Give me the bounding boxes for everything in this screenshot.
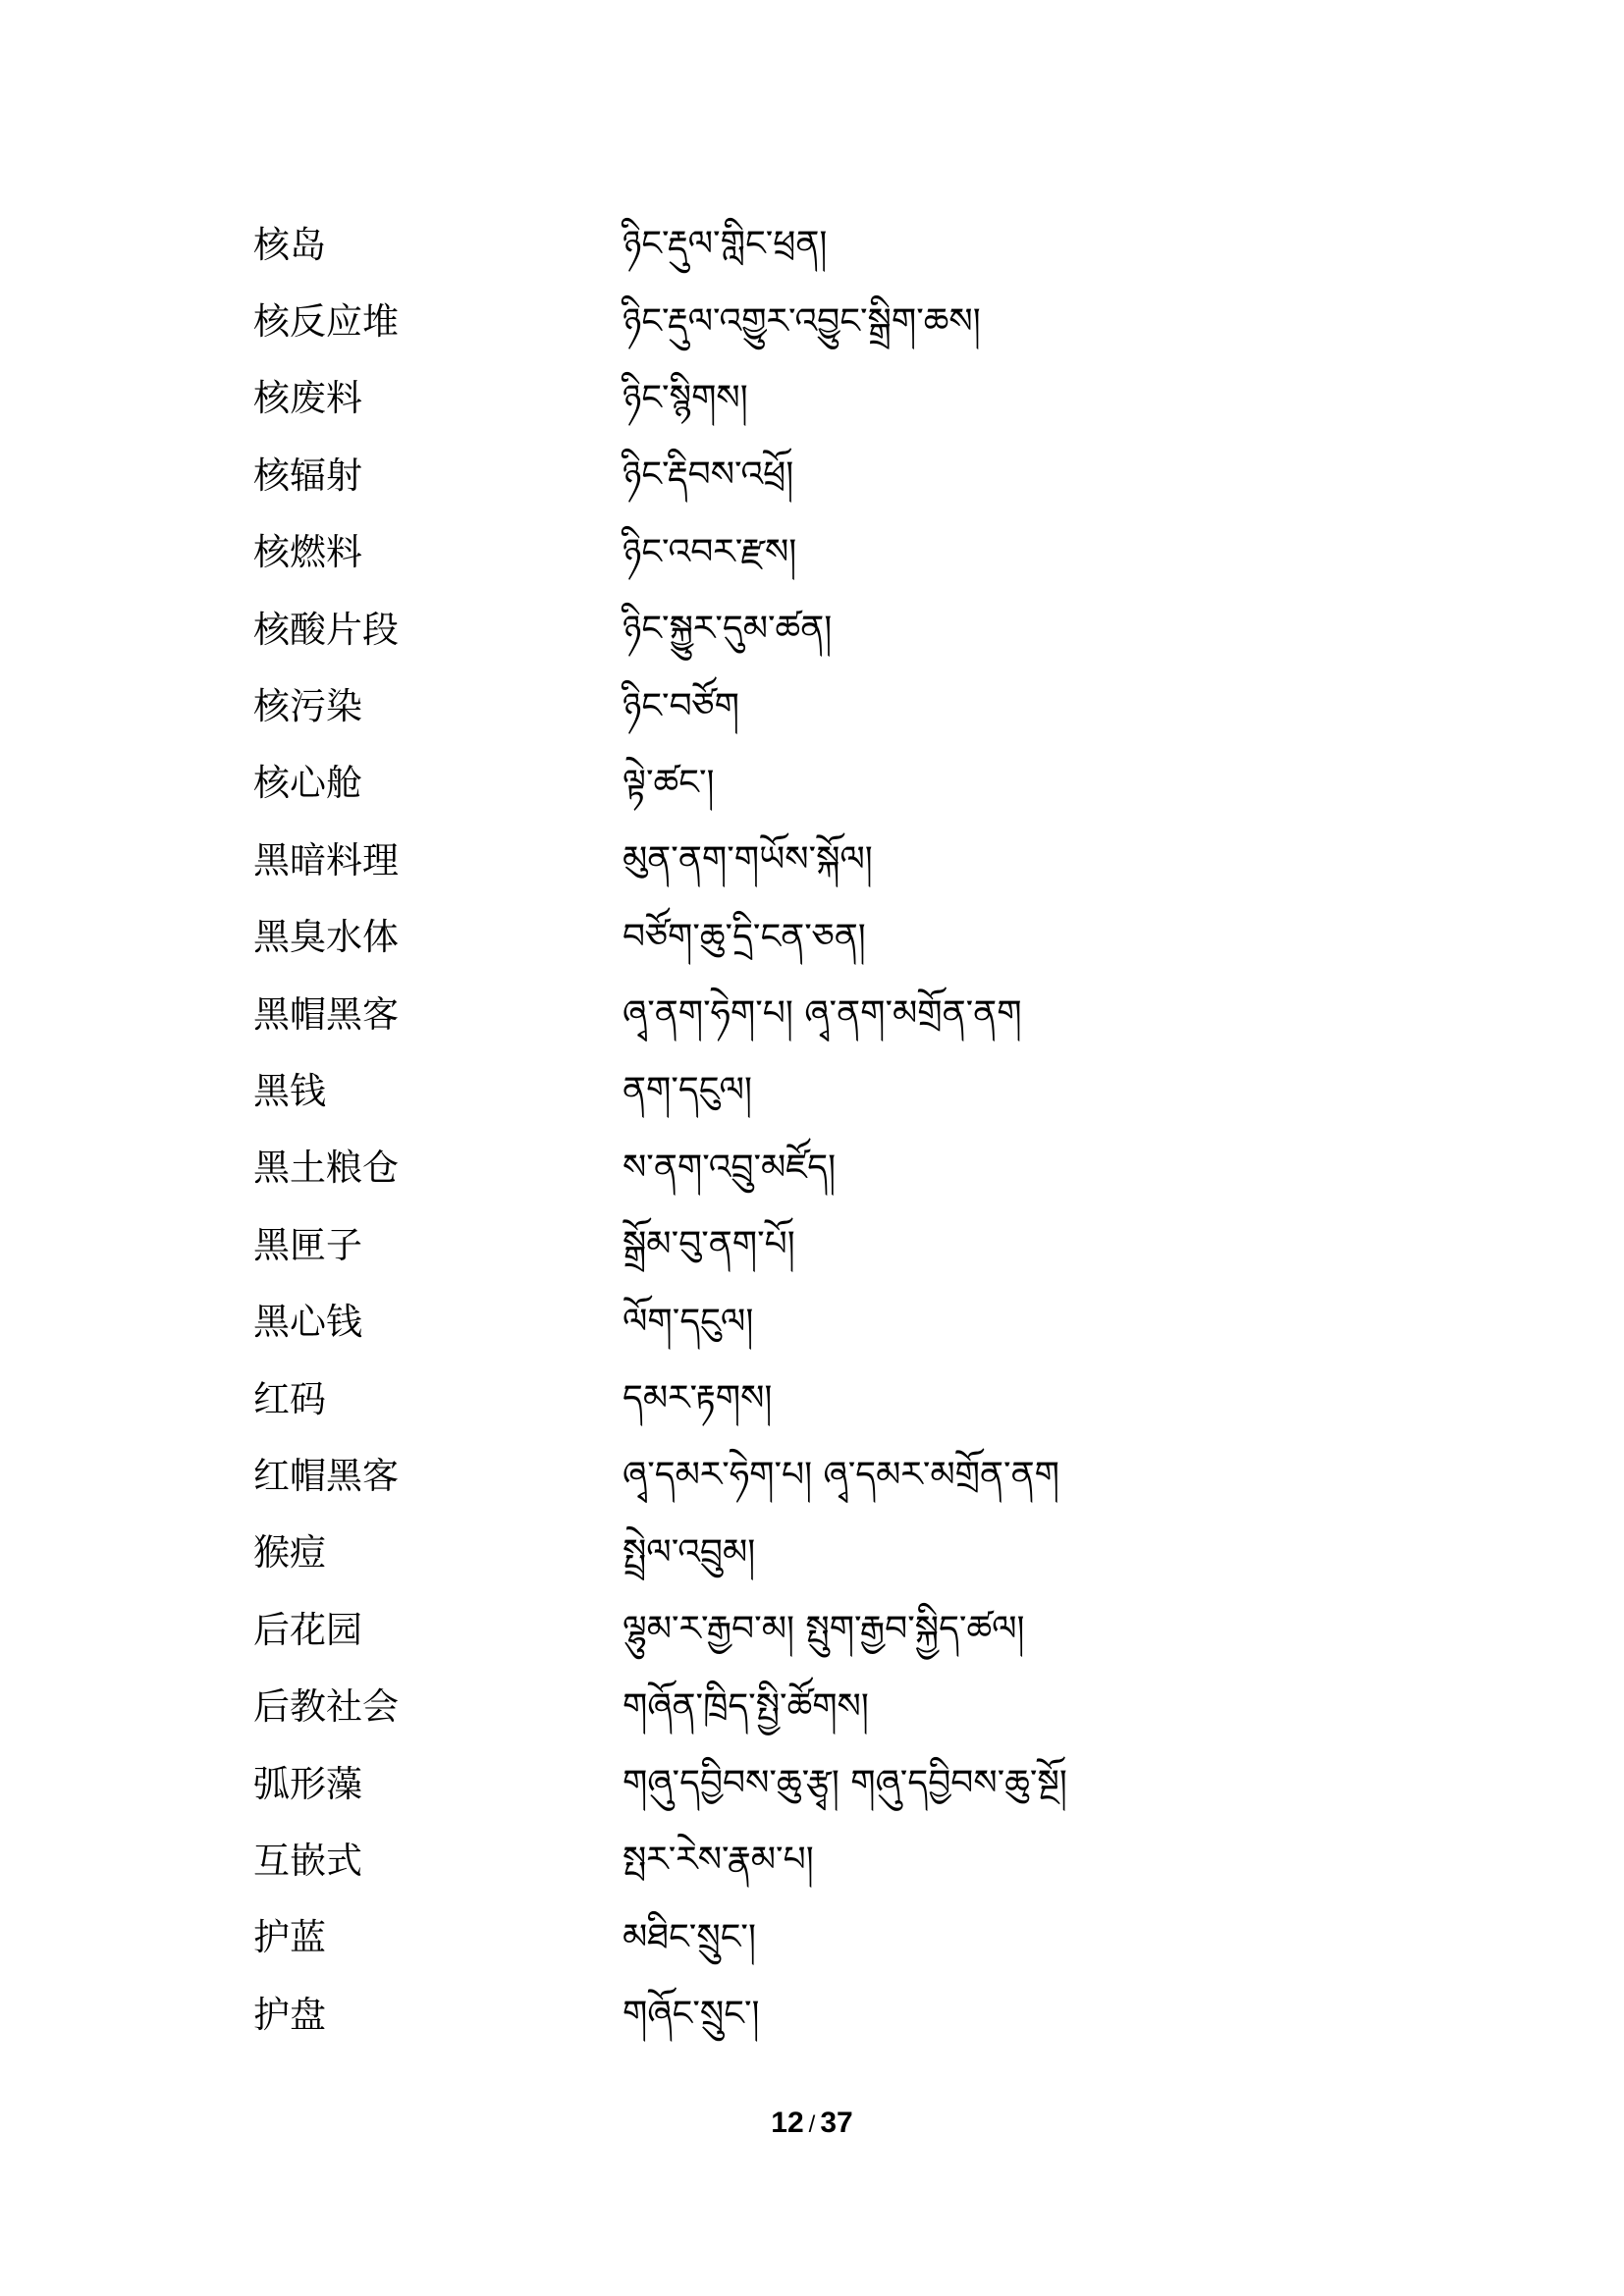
glossary-entry	[253, 437, 1382, 513]
glossary-entry	[253, 1515, 1382, 1591]
glossary-entry	[253, 1130, 1382, 1206]
tibetan-term: གཞོང་སྲུང་།	[623, 1994, 760, 2035]
glossary-entry	[253, 283, 1382, 359]
glossary-list	[253, 206, 1382, 2053]
chinese-term: 黑匣子	[253, 1223, 362, 1266]
glossary-entry	[253, 1283, 1382, 1360]
page-separator: /	[808, 2111, 816, 2138]
glossary-entry	[253, 360, 1382, 437]
tibetan-term: དམར་རྟགས།	[623, 1378, 773, 1419]
glossary-entry	[253, 1745, 1382, 1822]
glossary-entry	[253, 1437, 1382, 1514]
chinese-term: 后教社会	[253, 1685, 399, 1729]
tibetan-term: ས་ནག་འབྲུ་མཛོད།	[623, 1147, 837, 1188]
chinese-term: 黑帽黑客	[253, 992, 399, 1036]
chinese-term: 互嵌式	[253, 1839, 362, 1882]
page-number	[0, 2107, 1624, 2140]
glossary-entry	[253, 1899, 1382, 1976]
glossary-entry	[253, 1206, 1382, 1283]
glossary-entry	[253, 899, 1382, 976]
tibetan-term: ཉིང་རྡིབས་འཕྲོ།	[623, 454, 794, 496]
glossary-entry	[253, 206, 1382, 283]
chinese-term: 黑心钱	[253, 1301, 362, 1344]
chinese-term: 核燃料	[253, 531, 362, 574]
chinese-term: 红帽黑客	[253, 1454, 399, 1497]
chinese-term: 黑暗料理	[253, 838, 399, 881]
chinese-term: 核反应堆	[253, 300, 399, 344]
tibetan-term: ཉིང་སྐྱུར་དུམ་ཚན།	[623, 609, 833, 650]
chinese-term: 护蓝	[253, 1916, 326, 1959]
chinese-term: 猴痘	[253, 1531, 326, 1575]
chinese-term: 黑土粮仓	[253, 1147, 399, 1190]
tibetan-term: གཞུ་དབྱིབས་ཆུ་རྩྭ། གཞུ་དབྱིབས་ཆུ་སྔོ།	[623, 1763, 1067, 1803]
total-pages: 37	[820, 2107, 853, 2139]
glossary-entry	[253, 822, 1382, 898]
tibetan-term: ལོག་དངུལ།	[623, 1301, 754, 1342]
chinese-term: 核废料	[253, 377, 362, 420]
chinese-term: 核污染	[253, 685, 362, 728]
tibetan-term: ནག་དངུལ།	[623, 1070, 752, 1111]
glossary-entry	[253, 514, 1382, 591]
tibetan-term: ཞྭ་ནག་ཧེག་པ། ཞྭ་ནག་མགྲོན་ནག	[623, 993, 1022, 1035]
chinese-term: 核岛	[253, 223, 326, 266]
glossary-entry	[253, 1361, 1382, 1437]
chinese-term: 红码	[253, 1377, 326, 1420]
chinese-term: 核酸片段	[253, 608, 399, 651]
tibetan-term: སྤྲེལ་འབྲུམ།	[623, 1531, 756, 1573]
glossary-entry	[253, 667, 1382, 744]
tibetan-term: མུན་ནག་གཡོས་སྐོལ།	[623, 839, 873, 881]
tibetan-term: ཉིང་རྡུལ་འགྱུར་འབྱུང་སྒྲིག་ཆས།	[623, 300, 981, 342]
chinese-term: 核心舱	[253, 762, 362, 805]
glossary-entry	[253, 1976, 1382, 2053]
tibetan-term: གཞོན་ཁྲིད་སྤྱི་ཚོགས།	[623, 1685, 869, 1727]
tibetan-term: ལྟེ་ཚང་།	[623, 762, 715, 803]
glossary-entry	[253, 1591, 1382, 1668]
tibetan-term: ཉིང་རྡུལ་གླིང་ཕྲན།	[623, 224, 828, 265]
chinese-term: 黑臭水体	[253, 916, 399, 959]
glossary-entry	[253, 591, 1382, 667]
glossary-entry	[253, 976, 1382, 1052]
tibetan-term: ཞྭ་དམར་ཧེག་པ། ཞྭ་དམར་མགྲོན་ནག	[623, 1455, 1059, 1496]
tibetan-term: ཉིང་སྙིགས།	[623, 377, 748, 418]
tibetan-term: སྤར་རེས་རྣམ་པ།	[623, 1840, 814, 1881]
tibetan-term: སྒྲོམ་བུ་ནག་པོ།	[623, 1224, 795, 1265]
glossary-entry	[253, 1822, 1382, 1898]
tibetan-term: ལྷུམ་ར་རྒྱབ་མ། སྤུག་རྒྱབ་སྐྱིད་ཚལ།	[623, 1609, 1025, 1650]
chinese-term: 护盘	[253, 1993, 326, 2036]
glossary-entry	[253, 745, 1382, 822]
chinese-term: 核辐射	[253, 454, 362, 497]
chinese-term: 黑钱	[253, 1069, 326, 1112]
current-page: 12	[771, 2107, 804, 2139]
tibetan-term: མཐིང་སྲུང་།	[623, 1916, 756, 1957]
tibetan-term: ཉིང་བཙོག	[623, 685, 739, 726]
tibetan-term: བཙོག་ཆུ་དྲི་ངན་ཅན།	[623, 916, 866, 957]
glossary-entry	[253, 1052, 1382, 1129]
glossary-entry	[253, 1668, 1382, 1744]
chinese-term: 弧形藻	[253, 1762, 362, 1805]
chinese-term: 后花园	[253, 1608, 362, 1651]
tibetan-term: ཉིང་འབར་རྫས།	[623, 531, 797, 572]
